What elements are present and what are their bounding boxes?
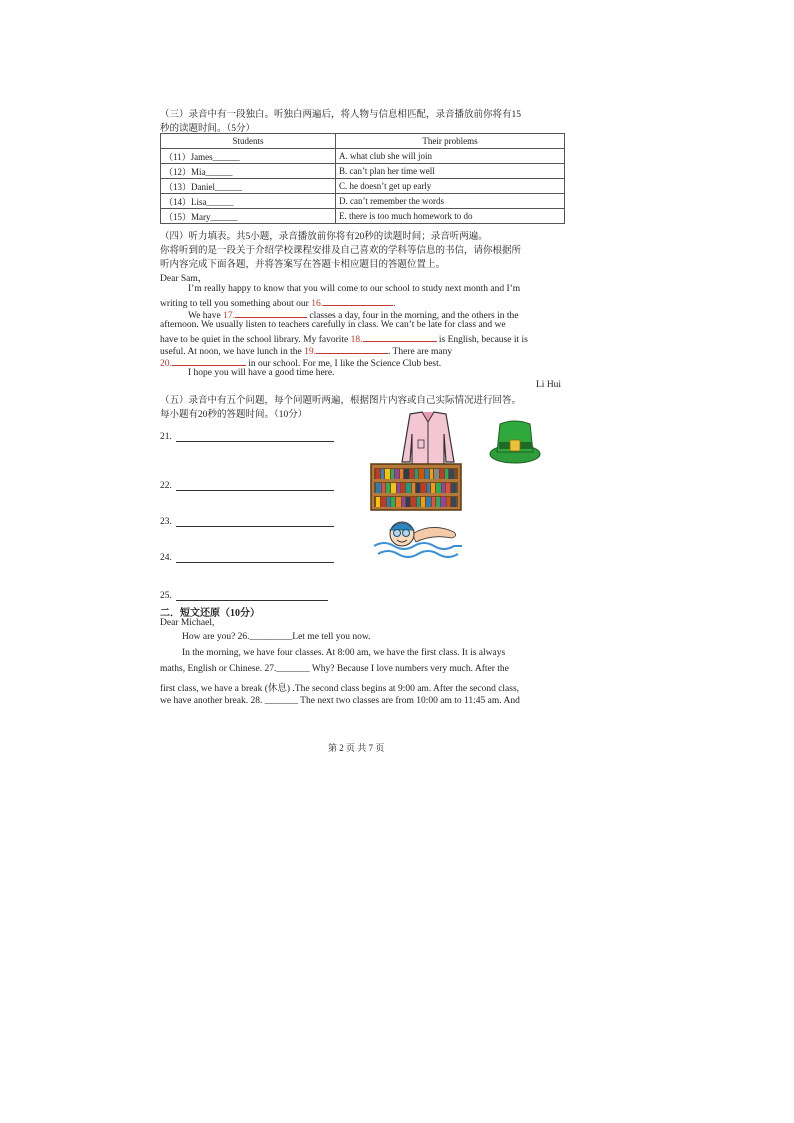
- blank-17-number: 17.: [223, 311, 235, 321]
- blank-18-number: 18.: [350, 335, 363, 345]
- problem-cell: D. can’t remember the words: [336, 194, 565, 209]
- letter-text: in our school. For me, I like the Science Club best.: [245, 359, 442, 369]
- table-row: [161, 194, 565, 209]
- letter-p2-line2: afternoon. We usually listen to teachers carefully in class. We can’t be late for class and we: [160, 320, 506, 330]
- swimmer-picture: [372, 512, 464, 558]
- table-header-students: Students: [161, 134, 336, 149]
- letter-greeting: Dear Sam，: [160, 274, 208, 284]
- section4-instruction-line2: 你将听到的是一段关于介绍学校课程安排及自己喜欢的学科等信息的书信，请你根据所: [160, 246, 522, 256]
- table-row: [161, 179, 565, 194]
- answer-line-21[interactable]: [176, 440, 334, 442]
- student-cell: （14）Lisa______: [161, 194, 336, 209]
- page-number: 第 2 页 共 7 页: [328, 743, 385, 753]
- letter-text: We have: [188, 311, 224, 321]
- student-cell: （12）Mia______: [161, 164, 336, 179]
- matching-table: [160, 133, 565, 224]
- question-23-label: 23.: [160, 517, 172, 527]
- answer-line-22[interactable]: [176, 489, 334, 491]
- part2-line4: first class, we have a break (休息) .The second class begins at 9:00 am. After the second class,: [160, 684, 520, 694]
- table-row: [161, 149, 565, 164]
- letter-p1-line1: I’m really happy to know that you will come to our school to study next month and I’m: [188, 284, 521, 294]
- blank-16[interactable]: [323, 296, 393, 306]
- question-21-label: 21.: [160, 432, 172, 442]
- blank-17[interactable]: [235, 308, 307, 318]
- blank-20[interactable]: [172, 356, 246, 366]
- problem-cell: A. what club she will join: [336, 149, 565, 164]
- part2-line2: In the morning, we have four classes. At 8:00 am, we have the first class. It is always: [182, 648, 506, 658]
- letter-text: is English, because it is: [436, 335, 528, 345]
- problem-cell: C. he doesn’t get up early: [336, 179, 565, 194]
- question-24-label: 24.: [160, 553, 172, 563]
- blank-18[interactable]: [363, 332, 437, 342]
- section4-instruction-line3: 听内容完成下面各题，并将答案写在答题卡相应题目的答题位置上。: [160, 260, 446, 270]
- part2-line1: How are you? 26._________Let me tell you now.: [182, 632, 371, 642]
- problem-cell: B. can’t plan her time well: [336, 164, 565, 179]
- section5-instruction-line1: （五）录音中有五个问题，每个问题听两遍，根据图片内容或自己实际情况进行回答。: [160, 396, 522, 406]
- letter-text: useful. At noon, we have lunch in the: [160, 347, 305, 357]
- part2-heading: 二．短文还原（10分）: [160, 608, 260, 619]
- question-25-label: 25.: [160, 591, 172, 601]
- section3-instruction-line1: （三）录音中有一段独白。听独白两遍后，将人物与信息相匹配，录音播放前你将有15: [160, 110, 522, 120]
- section4-instruction-line1: （四）听力填表。共5小题，录音播放前你将有20秒的读题时间；录音听两遍。: [160, 232, 488, 242]
- letter-p1-line2: writing to tell you something about our 16. .: [160, 296, 395, 309]
- blank-19-number: 19.: [304, 347, 316, 357]
- blank-19[interactable]: [316, 344, 388, 354]
- answer-line-25[interactable]: [176, 599, 328, 601]
- student-cell: （15）Mary______: [161, 209, 336, 224]
- answer-line-23[interactable]: [176, 525, 334, 527]
- problem-cell: E. there is too much homework to do: [336, 209, 565, 224]
- jacket-picture: [396, 410, 460, 470]
- table-row: [161, 209, 565, 224]
- section3-instruction-line2: 秒的读题时间。（5分）: [160, 124, 256, 134]
- part2-line5: we have another break. 28. _______ The next two classes are from 10:00 am to 11:45 am. And: [160, 696, 520, 706]
- letter-text: classes a day, four in the morning, and the others in the: [306, 311, 519, 321]
- student-cell: （13）Daniel______: [161, 179, 336, 194]
- letter-signature: Li Hui: [536, 380, 562, 390]
- student-cell: （11）James______: [161, 149, 336, 164]
- part2-line3: maths, English or Chinese. 27._______ Why? Because I love numbers very much. After the: [160, 664, 509, 674]
- letter-text: have to be quiet in the school library. My favorite: [160, 335, 351, 345]
- section5-instruction-line2: 每小题有20秒的答题时间。（10分）: [160, 410, 308, 420]
- answer-line-24[interactable]: [176, 561, 334, 563]
- blank-16-number: 16.: [311, 299, 324, 309]
- letter-text: . There are many: [387, 347, 453, 357]
- question-22-label: 22.: [160, 481, 172, 491]
- letter-text: writing to tell you something about our: [160, 299, 312, 309]
- table-header-problems: Their problems: [336, 134, 565, 149]
- green-hat-picture: [488, 418, 542, 466]
- bookshelf-picture: [370, 463, 462, 511]
- blank-20-number: 20.: [160, 359, 172, 369]
- table-row: [161, 164, 565, 179]
- letter-p3: I hope you will have a good time here.: [188, 368, 335, 378]
- part2-greeting: Dear Michael,: [160, 618, 215, 628]
